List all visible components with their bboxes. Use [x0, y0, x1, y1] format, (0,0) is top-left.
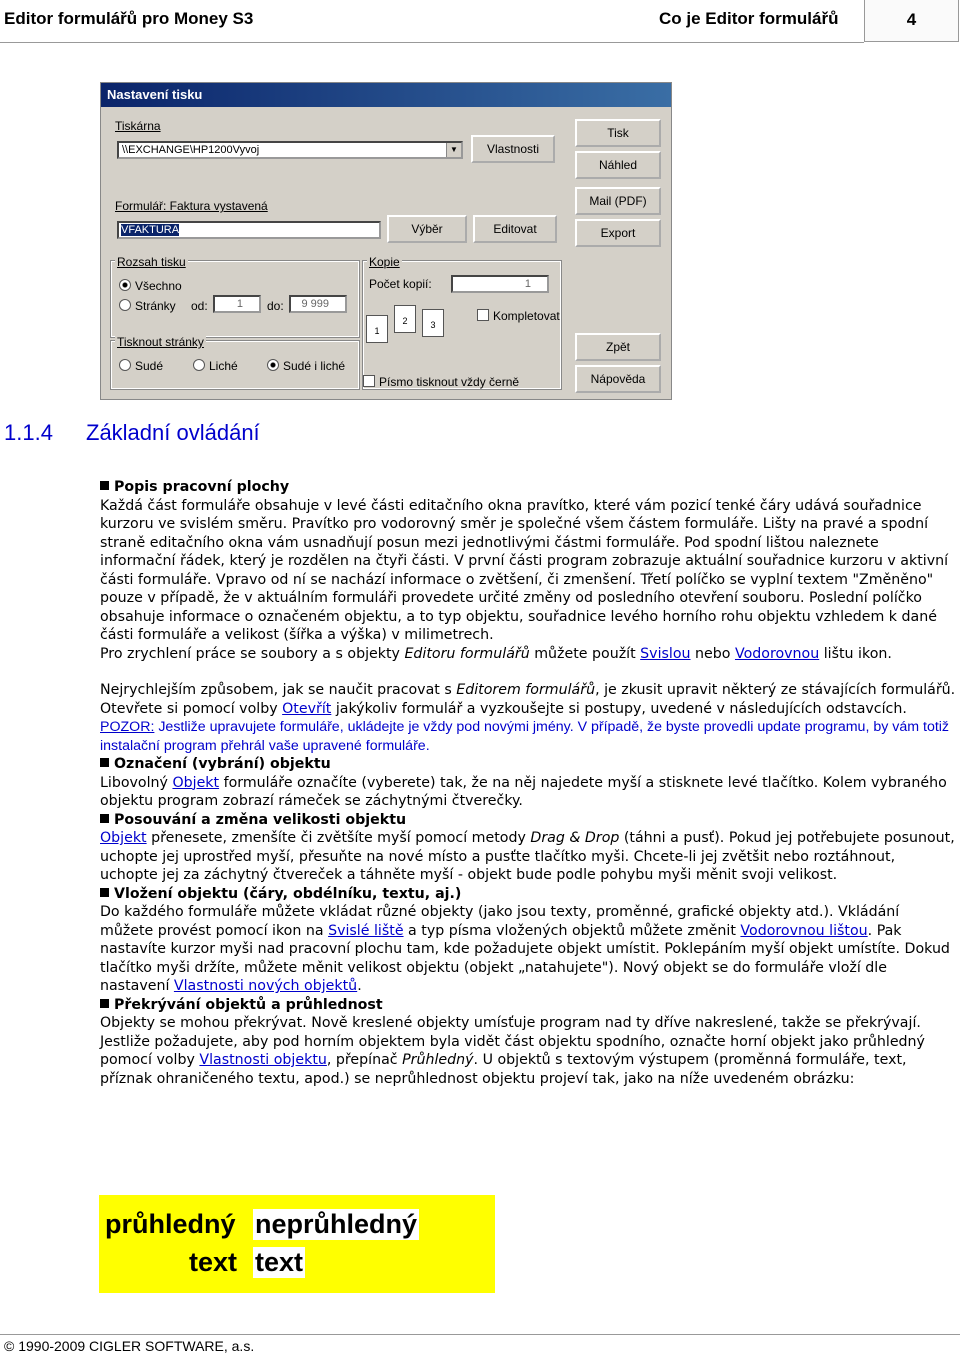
printer-combo — [117, 141, 463, 159]
radio-odd-label: Sudé — [135, 359, 164, 373]
print-pages-label: Tisknout stránky — [117, 335, 204, 349]
radio-even — [193, 359, 238, 373]
text: Nejrychlejším způsobem, jak se naučit pracovat s — [100, 682, 457, 698]
page-icon: 1 — [366, 315, 388, 343]
copies-label: Kopie — [369, 255, 400, 269]
paragraph: Každá část formuláře obsahuje v levé části editačního okna pravítko, které vám pozicí tenké čáry udává souřadnice kurzoru ve svislém směru. Pravítko pro vodorovný směr je společné všem částem formuláře. Lišty na pravé a spodní straně editačního okna vám usnadňují posun mezi jednotlivými částmi formuláře. Pod spodní lištou naleznete informační řádek, který je rozdělen na čtyři části. V první části program zobrazuje aktuální souřadnice kurzoru v aktivní části formuláře. Vpravo od ní se nachází informace o zvětšení, či zmenšení. Třetí políčko se vyplní textem "Změněno" pouze v případě, že v aktuálním formuláři provedete určité změny od posledního otevření souboru. Poslední políčko obsahuje informace o označeném objektu, a to typ objektu, souřadnice levého horního rohu objektu vzhledem k dané části formuláře a velikost (šířka a výška) v milimetrech. — [100, 497, 949, 643]
page-icon: 3 — [422, 309, 444, 337]
paragraph — [100, 903, 956, 996]
mail-button: Mail (PDF) — [575, 187, 661, 215]
paragraph — [100, 681, 956, 718]
section-number: 1.1.4 — [4, 420, 53, 445]
text: Pro zrychlení práce se soubory a s objekty — [100, 645, 405, 662]
dialog-title: Nastavení tisku — [101, 83, 671, 107]
radio-icon — [193, 359, 205, 371]
link-object[interactable]: Objekt — [100, 830, 147, 846]
emphasis: Průhledný — [402, 1052, 474, 1068]
radio-icon — [119, 359, 131, 371]
spacer — [100, 663, 956, 681]
link-open[interactable]: Otevřít — [282, 700, 332, 717]
form-label: Formulář: Faktura vystavená — [115, 199, 268, 213]
black-font-label: Písmo tisknout vždy černě — [379, 375, 520, 389]
page-icon: 2 — [394, 305, 416, 333]
form-input — [117, 221, 381, 239]
subsection-title: Vložení objektu (čáry, obdélníku, textu, aj.) — [100, 885, 956, 904]
section-title: Základní ovládání — [86, 420, 260, 445]
back-button: Zpět — [575, 333, 661, 361]
link-warning[interactable]: POZOR: — [100, 719, 155, 735]
link-horizontal-toolbar[interactable]: Vodorovnou — [734, 645, 820, 662]
text: můžete použít — [529, 645, 641, 662]
help-button: Nápověda — [575, 365, 661, 393]
warning-text: Jestliže upravujete formuláře, ukládejte je vždy pod novými jmény. V případě, že byste provedli update programu, by vám totiž instalační program přehrál vaše upravené formuláře. — [100, 719, 950, 754]
emphasis: Editorem formulářů — [456, 682, 596, 698]
text: nebo — [690, 645, 735, 662]
subsection-title: Označení (vybrání) objektu — [100, 755, 956, 774]
footer-divider — [0, 1334, 960, 1335]
section-heading — [4, 420, 260, 446]
radio-selected-icon — [119, 279, 131, 291]
radio-both-label: Sudé i liché — [283, 359, 346, 373]
radio-all — [119, 279, 182, 293]
from-spin: 1 — [213, 295, 261, 313]
paragraph — [100, 829, 956, 885]
header-divider — [0, 42, 864, 43]
radio-icon — [119, 299, 131, 311]
document-title: Editor formulářů pro Money S3 — [4, 9, 254, 28]
text: . — [357, 978, 362, 994]
form-value: VFAKTURA — [121, 224, 180, 236]
text: jakýkoliv formulář a vyzkoušejte si postupy, uvedené v následujících odstavcích. — [331, 700, 907, 717]
from-label: od: — [191, 299, 208, 313]
properties-button: Vlastnosti — [471, 135, 555, 163]
black-font-checkbox — [363, 375, 519, 389]
text: Do každého formuláře můžete vkládat různé objekty (jako jsou texty, proměnné, grafické objekty atd.). Vkládání můžete provést pomocí ikon na — [100, 904, 900, 939]
text: lištu ikon. — [819, 645, 892, 662]
copies-count-label: Počet kopií: — [369, 277, 432, 291]
text: (táhni a pusť). Pokud jej potřebujete posunout, uchopte jej uprostřed myší, přesuňte na nové místo a pusťte tlačítko myši. Chcete-li jej zvětšit nebo roztáhnout, uchopte jej za záchytný čtvereček a táhněte myší - objekt bude podle pohybu myši měnit svoji velikost. — [100, 830, 955, 883]
link-object[interactable]: Objekt — [172, 774, 220, 791]
checkbox-icon — [363, 375, 375, 387]
opaque-word: neprůhledný — [255, 1209, 418, 1239]
radio-pages — [119, 299, 176, 313]
radio-odd — [119, 359, 163, 373]
range-label: Rozsah tisku — [117, 255, 186, 269]
preview-button: Náhled — [575, 151, 661, 179]
transparency-illustration — [99, 1195, 495, 1293]
radio-all-label: Všechno — [135, 279, 182, 293]
page-header — [0, 0, 960, 44]
link-new-object-properties[interactable]: Vlastnosti nových objektů — [173, 978, 358, 994]
checkbox-icon — [477, 309, 489, 321]
subsection-title: Popis pracovní plochy — [100, 478, 956, 497]
radio-both — [267, 359, 345, 373]
transparent-word: průhledný — [105, 1209, 236, 1239]
choose-button: Výběr — [387, 215, 467, 243]
transparent-text-word: text — [189, 1247, 238, 1277]
radio-pages-label: Stránky — [135, 299, 176, 313]
text: formuláře označíte (vyberete) tak, že na něj najedete myší a stisknete levé tlačítko. Kolem vybraného objektu program zobrazí rámeček se záchytnými čtverečky. — [100, 774, 947, 809]
collate-checkbox — [477, 309, 560, 323]
opaque-text-word: text — [255, 1247, 304, 1277]
page-number: 4 — [864, 0, 959, 42]
edit-button: Editovat — [473, 215, 557, 243]
print-button: Tisk — [575, 119, 661, 147]
to-spin: 9 999 — [289, 295, 347, 313]
text: , je zkusit upravit některý ze stávajících formulářů. Otevřete si pomocí volby — [100, 682, 956, 717]
chevron-down-icon: ▼ — [446, 143, 461, 157]
text: , přepínač — [326, 1052, 403, 1068]
paragraph — [100, 774, 956, 811]
collate-illustration — [366, 301, 466, 349]
export-button: Export — [575, 219, 661, 247]
text: . U objektů s textovým výstupem (proměnná formuláře, text, příznak ohraničeného textu, apod.) se neprůhlednost objektu projeví tak, jako na níže uvedeném obrázku: — [100, 1052, 907, 1087]
emphasis: Drag & Drop — [530, 830, 620, 846]
paragraph — [100, 645, 956, 664]
chapter-title: Co je Editor formulářů — [659, 9, 839, 28]
radio-even-label: Liché — [209, 359, 238, 373]
text: přenesete, zmenšíte či zvětšíte myší pomocí metody — [146, 830, 531, 846]
paragraph — [100, 1014, 956, 1088]
link-object-properties[interactable]: Vlastnosti objektu — [199, 1052, 327, 1068]
text: a typ písma vložených objektů můžete změnit — [403, 922, 741, 939]
text: Objekty se mohou překrývat. Nově kreslené objekty umísťuje program nad ty dříve nakreslené, takže se překrývají. Jestliže požadujete, aby pod horním objektem byla vidět část objektu spodního, označte horní objekt jako průhledný pomocí volby — [100, 1015, 925, 1068]
text: . Pak nastavíte kurzor myši nad pracovní plochu tam, kde požadujete objekt umístit. Poklepáním myší objekt umístíte. Dokud tlačítko myši držíte, můžete měnit velikost objektu (objekt „natahujete"). Nový objekt se do formuláře vloží dle nastavení — [100, 922, 950, 994]
to-label: do: — [267, 299, 284, 313]
link-vertical-toolbar[interactable]: Svislou — [640, 645, 691, 662]
collate-label: Kompletovat — [493, 309, 560, 323]
printer-value: \\EXCHANGE\HP1200Vyvoj — [122, 144, 260, 156]
link-vertical-bar[interactable]: Svislé liště — [328, 922, 404, 939]
warning-paragraph — [100, 718, 956, 755]
print-settings-screenshot — [100, 82, 672, 400]
footer-copyright: © 1990-2009 CIGLER SOFTWARE, a.s. — [4, 1338, 255, 1354]
link-horizontal-bar[interactable]: Vodorovnou lištou — [740, 922, 868, 939]
copies-spin: 1 — [451, 275, 549, 293]
text: Libovolný — [100, 774, 173, 791]
printer-label: Tiskárna — [115, 119, 161, 133]
radio-selected-icon — [267, 359, 279, 371]
main-content — [100, 478, 956, 1088]
emphasis: Editoru formulářů — [404, 645, 530, 662]
subsection-title: Posouvání a změna velikosti objektu — [100, 811, 956, 830]
subsection-title: Překrývání objektů a průhlednost — [100, 996, 956, 1015]
